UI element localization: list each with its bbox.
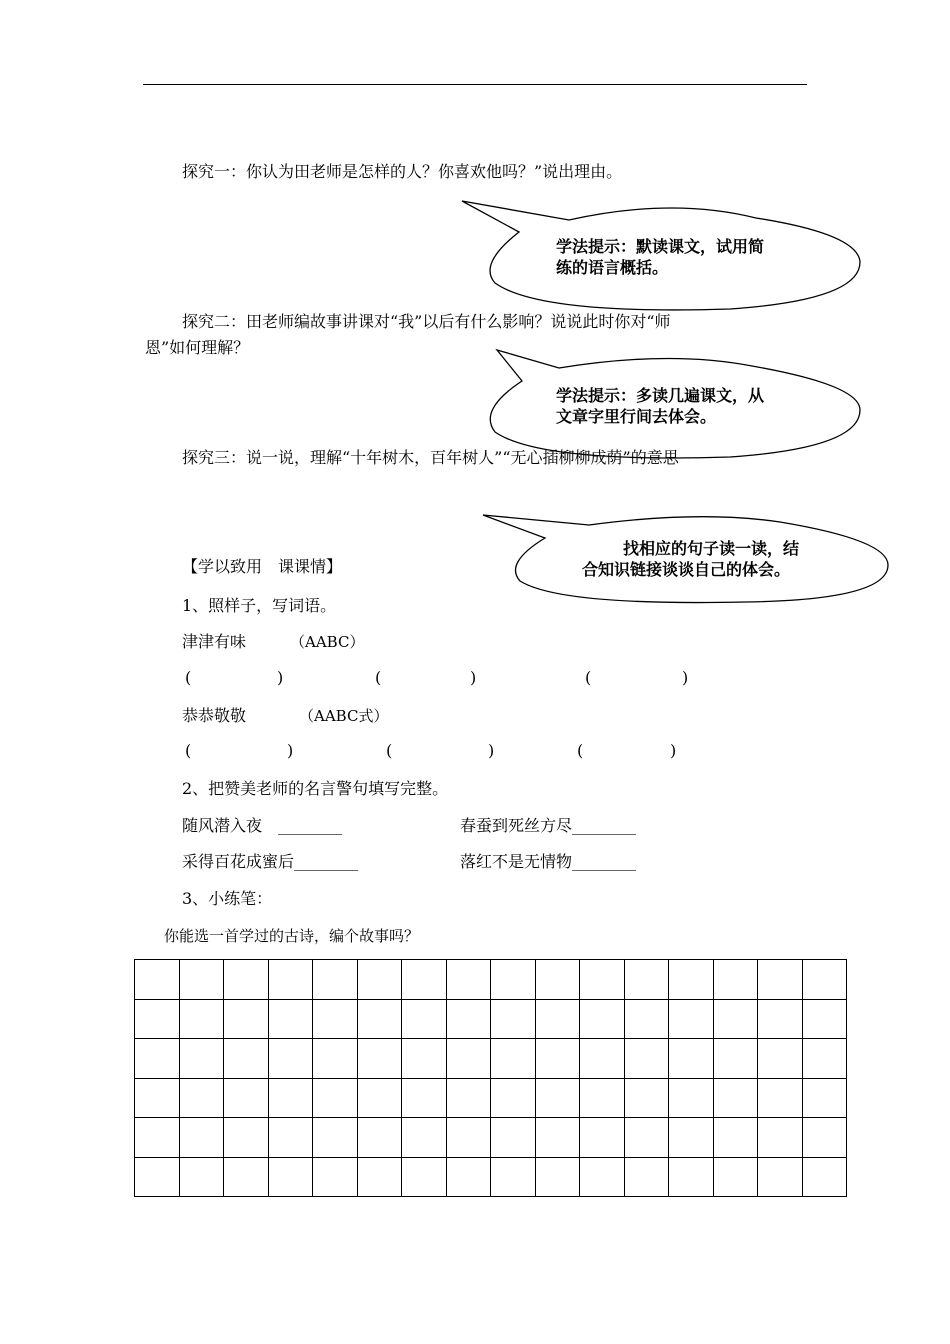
grid-cell[interactable] bbox=[357, 1078, 402, 1118]
grid-row bbox=[135, 1039, 847, 1079]
paren-close: ) bbox=[277, 668, 284, 687]
grid-cell[interactable] bbox=[669, 960, 714, 1000]
grid-cell[interactable] bbox=[402, 1118, 447, 1158]
grid-cell[interactable] bbox=[224, 999, 269, 1039]
hint-2-line-2: 文章字里行间去体会。 bbox=[556, 407, 717, 426]
grid-cell[interactable] bbox=[179, 1118, 224, 1158]
grid-cell[interactable] bbox=[713, 1078, 758, 1118]
paren-open: ( bbox=[577, 741, 584, 760]
grid-cell[interactable] bbox=[446, 960, 491, 1000]
grid-cell[interactable] bbox=[357, 1118, 402, 1158]
grid-cell[interactable] bbox=[135, 999, 180, 1039]
grid-cell[interactable] bbox=[313, 1157, 358, 1197]
grid-cell[interactable] bbox=[802, 960, 847, 1000]
grid-cell[interactable] bbox=[491, 1078, 536, 1118]
grid-cell[interactable] bbox=[135, 1039, 180, 1079]
grid-row bbox=[135, 1157, 847, 1197]
grid-cell[interactable] bbox=[402, 999, 447, 1039]
grid-cell[interactable] bbox=[713, 1118, 758, 1158]
grid-cell[interactable] bbox=[624, 960, 669, 1000]
exercise-1-title: 1、照样子，写词语。 bbox=[182, 596, 337, 615]
hint-3-line-1: 找相应的句子读一读，结 bbox=[623, 539, 800, 558]
grid-cell[interactable] bbox=[758, 1039, 803, 1079]
grid-cell[interactable] bbox=[802, 1118, 847, 1158]
quote-2: 春蚕到死丝方尽________ bbox=[460, 816, 637, 835]
grid-cell[interactable] bbox=[179, 999, 224, 1039]
grid-cell[interactable] bbox=[713, 960, 758, 1000]
grid-cell[interactable] bbox=[313, 1039, 358, 1079]
grid-cell[interactable] bbox=[669, 1078, 714, 1118]
grid-cell[interactable] bbox=[491, 1039, 536, 1079]
grid-cell[interactable] bbox=[535, 1078, 580, 1118]
grid-cell[interactable] bbox=[268, 1118, 313, 1158]
paren-close: ) bbox=[287, 741, 294, 760]
quote-3: 采得百花成蜜后________ bbox=[182, 852, 359, 871]
grid-cell[interactable] bbox=[758, 1157, 803, 1197]
grid-cell[interactable] bbox=[357, 1157, 402, 1197]
grid-cell[interactable] bbox=[669, 1157, 714, 1197]
grid-cell[interactable] bbox=[179, 1039, 224, 1079]
grid-cell[interactable] bbox=[580, 999, 625, 1039]
grid-cell[interactable] bbox=[535, 999, 580, 1039]
exercise-3-title: 3、小练笔： bbox=[182, 889, 273, 908]
grid-cell[interactable] bbox=[713, 1039, 758, 1079]
grid-cell[interactable] bbox=[802, 1157, 847, 1197]
grid-cell[interactable] bbox=[224, 1118, 269, 1158]
grid-cell[interactable] bbox=[268, 1039, 313, 1079]
grid-cell[interactable] bbox=[669, 999, 714, 1039]
grid-cell[interactable] bbox=[446, 1078, 491, 1118]
grid-cell[interactable] bbox=[802, 1039, 847, 1079]
grid-cell[interactable] bbox=[758, 999, 803, 1039]
grid-cell[interactable] bbox=[535, 960, 580, 1000]
explore-question-2-line-2: 恩”如何理解？ bbox=[145, 338, 250, 357]
grid-cell[interactable] bbox=[491, 1157, 536, 1197]
grid-cell[interactable] bbox=[624, 1118, 669, 1158]
exercise-2-title: 2、把赞美老师的名言警句填写完整。 bbox=[182, 779, 449, 798]
grid-cell[interactable] bbox=[758, 960, 803, 1000]
apply-heading: 【学以致用 课课情】 bbox=[182, 557, 343, 576]
grid-cell[interactable] bbox=[268, 960, 313, 1000]
grid-cell[interactable] bbox=[535, 1118, 580, 1158]
grid-cell[interactable] bbox=[669, 1118, 714, 1158]
grid-cell[interactable] bbox=[624, 999, 669, 1039]
exercise-1-example-word-1: 津津有味 bbox=[182, 632, 247, 651]
grid-cell[interactable] bbox=[580, 960, 625, 1000]
grid-cell[interactable] bbox=[224, 1157, 269, 1197]
grid-cell[interactable] bbox=[313, 1078, 358, 1118]
grid-row bbox=[135, 1118, 847, 1158]
grid-cell[interactable] bbox=[357, 1039, 402, 1079]
grid-cell[interactable] bbox=[224, 960, 269, 1000]
grid-cell[interactable] bbox=[268, 999, 313, 1039]
grid-cell[interactable] bbox=[313, 1118, 358, 1158]
quote-4: 落红不是无情物________ bbox=[460, 852, 637, 871]
grid-cell[interactable] bbox=[224, 1078, 269, 1118]
grid-cell[interactable] bbox=[402, 1078, 447, 1118]
grid-cell[interactable] bbox=[580, 1118, 625, 1158]
grid-cell[interactable] bbox=[713, 999, 758, 1039]
paren-close: ) bbox=[670, 741, 677, 760]
paren-open: ( bbox=[585, 668, 592, 687]
grid-cell[interactable] bbox=[402, 1039, 447, 1079]
explore-question-3: 探究三：说一说，理解“十年树木，百年树人”“无心插柳柳成荫”的意思 bbox=[182, 448, 679, 467]
grid-row bbox=[135, 999, 847, 1039]
paren-open: ( bbox=[185, 668, 192, 687]
hint-1-line-1: 学法提示：默读课文，试用简 bbox=[556, 237, 765, 256]
grid-cell[interactable] bbox=[624, 1157, 669, 1197]
grid-cell[interactable] bbox=[802, 999, 847, 1039]
paren-close: ) bbox=[470, 668, 477, 687]
grid-cell[interactable] bbox=[224, 1039, 269, 1079]
exercise-1-pattern-1: （AABC） bbox=[290, 633, 365, 651]
hint-3-line-2: 合知识链接谈谈自己的体会。 bbox=[582, 560, 791, 579]
grid-cell[interactable] bbox=[268, 1157, 313, 1197]
paren-open: ( bbox=[185, 741, 192, 760]
writing-grid[interactable] bbox=[134, 959, 847, 1197]
grid-row bbox=[135, 1078, 847, 1118]
grid-cell[interactable] bbox=[268, 1078, 313, 1118]
hint-1-line-2: 练的语言概括。 bbox=[556, 258, 669, 277]
grid-cell[interactable] bbox=[580, 1078, 625, 1118]
explore-question-1: 探究一：你认为田老师是怎样的人？你喜欢他吗？”说出理由。 bbox=[182, 162, 623, 181]
grid-cell[interactable] bbox=[135, 1157, 180, 1197]
grid-cell[interactable] bbox=[179, 1157, 224, 1197]
grid-cell[interactable] bbox=[402, 960, 447, 1000]
grid-cell[interactable] bbox=[446, 999, 491, 1039]
grid-cell[interactable] bbox=[713, 1157, 758, 1197]
quote-1: 随风潜入夜 ________ bbox=[182, 816, 343, 835]
paren-open: ( bbox=[386, 741, 393, 760]
grid-cell[interactable] bbox=[179, 960, 224, 1000]
grid-cell[interactable] bbox=[624, 1078, 669, 1118]
grid-cell[interactable] bbox=[313, 999, 358, 1039]
grid-cell[interactable] bbox=[580, 1157, 625, 1197]
grid-cell[interactable] bbox=[758, 1118, 803, 1158]
grid-row bbox=[135, 960, 847, 1000]
grid-cell[interactable] bbox=[313, 960, 358, 1000]
grid-cell[interactable] bbox=[179, 1078, 224, 1118]
grid-cell[interactable] bbox=[357, 960, 402, 1000]
grid-cell[interactable] bbox=[669, 1039, 714, 1079]
grid-cell[interactable] bbox=[446, 1039, 491, 1079]
grid-cell[interactable] bbox=[135, 1118, 180, 1158]
grid-cell[interactable] bbox=[402, 1157, 447, 1197]
hint-2-line-1: 学法提示：多读几遍课文，从 bbox=[556, 386, 765, 405]
paren-close: ) bbox=[682, 668, 689, 687]
grid-cell[interactable] bbox=[446, 1157, 491, 1197]
grid-cell[interactable] bbox=[135, 1078, 180, 1118]
grid-cell[interactable] bbox=[491, 1118, 536, 1158]
exercise-1-pattern-2: （AABC式） bbox=[299, 707, 389, 725]
grid-cell[interactable] bbox=[446, 1118, 491, 1158]
paren-close: ) bbox=[488, 741, 495, 760]
grid-cell[interactable] bbox=[135, 960, 180, 1000]
grid-cell[interactable] bbox=[535, 1157, 580, 1197]
grid-cell[interactable] bbox=[535, 1039, 580, 1079]
grid-cell[interactable] bbox=[802, 1078, 847, 1118]
paren-open: ( bbox=[375, 668, 382, 687]
exercise-3-prompt: 你能选一首学过的古诗，编个故事吗？ bbox=[164, 927, 420, 945]
grid-cell[interactable] bbox=[624, 1039, 669, 1079]
grid-cell[interactable] bbox=[357, 999, 402, 1039]
grid-cell[interactable] bbox=[758, 1078, 803, 1118]
grid-cell[interactable] bbox=[580, 1039, 625, 1079]
grid-cell[interactable] bbox=[491, 999, 536, 1039]
exercise-1-example-word-2: 恭恭敬敬 bbox=[182, 706, 247, 725]
explore-question-2-line-1: 探究二：田老师编故事讲课对“我”以后有什么影响？说说此时你对“师 bbox=[182, 312, 671, 331]
grid-cell[interactable] bbox=[491, 960, 536, 1000]
